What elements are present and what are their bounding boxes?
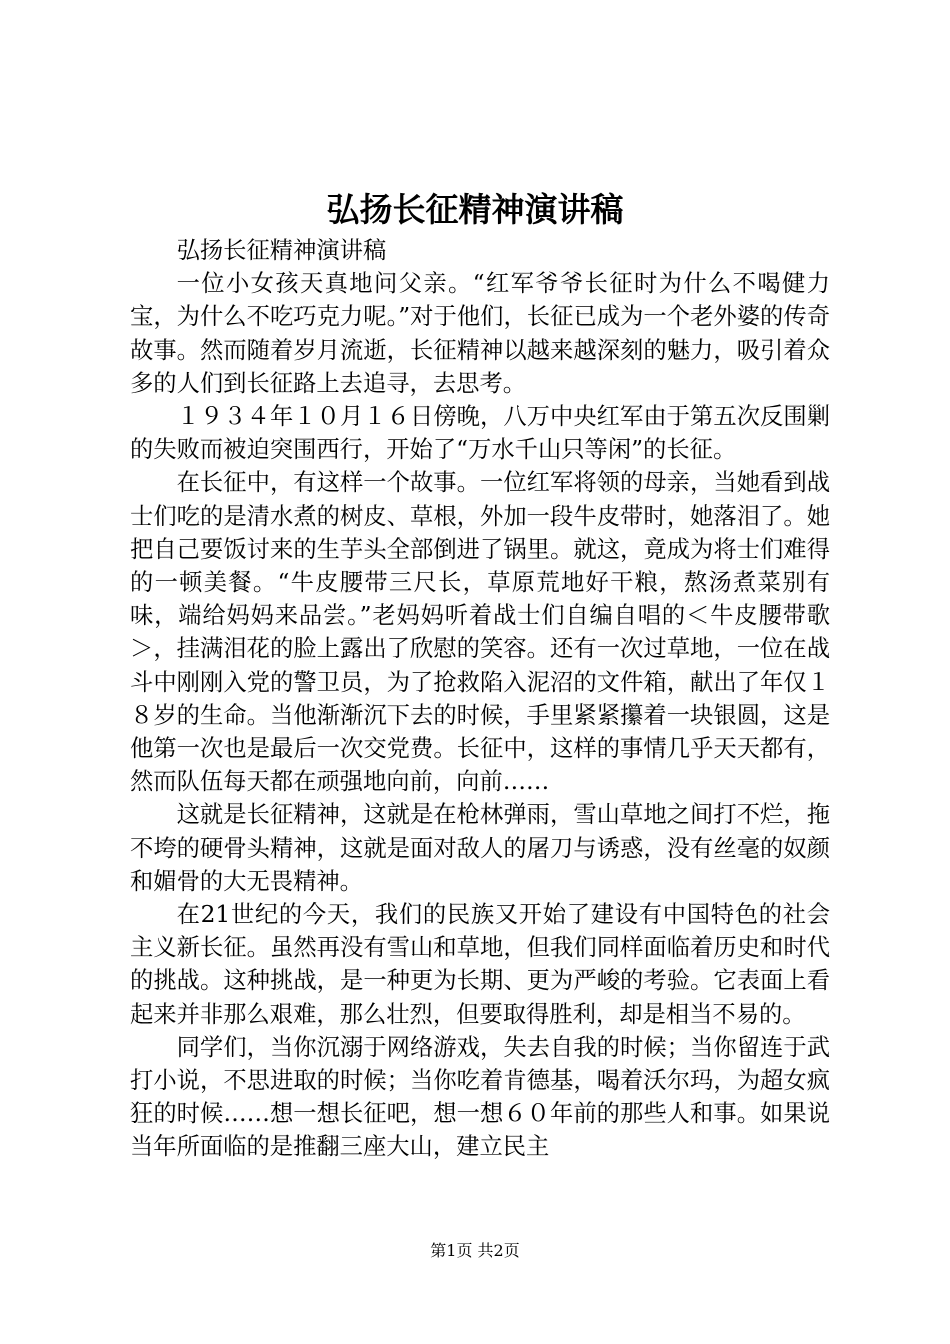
paragraph: 这就是长征精神，这就是在枪林弹雨，雪山草地之间打不烂，拖不垮的硬骨头精神，这就是面对敌人的屠刀与诱惑，没有丝毫的奴颜和媚骨的大无畏精神。 bbox=[130, 801, 830, 895]
paragraph: 一位小女孩天真地问父亲。“红军爷爷长征时为什么不喝健力宝，为什么不吃巧克力呢。”对于他们，长征已成为一个老外婆的传奇故事。然而随着岁月流逝，长征精神以越来越深刻的魅力，吸引着众多的人们到长征路上去追寻，去思考。 bbox=[130, 270, 830, 397]
page-footer: 第1页 共2页 bbox=[430, 1241, 520, 1260]
document-body bbox=[130, 234, 830, 1164]
paragraph-subtitle: 弘扬长征精神演讲稿 bbox=[176, 237, 387, 264]
paragraph: １９３４年１０月１６日傍晚，八万中央红军由于第五次反围剿的失败而被迫突围西行，开始了“万水千山只等闲”的长征。 bbox=[130, 403, 830, 464]
paragraph: 同学们，当你沉溺于网络游戏，失去自我的时候；当你留连于武打小说，不思进取的时候；当你吃着肯德基，喝着沃尔玛，为超女疯狂的时候……想一想长征吧，想一想６０年前的那些人和事。如果说当年所面临的是推翻三座大山，建立民主 bbox=[130, 1033, 830, 1161]
paragraph: 在21世纪的今天，我们的民族又开始了建设有中国特色的社会主义新长征。虽然再没有雪山和草地，但我们同样面临着历史和时代的挑战。这种挑战，是一种更为长期、更为严峻的考验。它表面上看起来并非那么艰难，那么壮烈，但要取得胜利，却是相当不易的。 bbox=[130, 901, 830, 1028]
document-title: 弘扬长征精神演讲稿 bbox=[326, 190, 624, 229]
paragraph: 在长征中，有这样一个故事。一位红军将领的母亲，当她看到战士们吃的是清水煮的树皮、草根，外加一段牛皮带时，她落泪了。她把自己要饭讨来的生芋头全部倒进了锅里。就这，竟成为将士们难得的一顿美餐。“牛皮腰带三尺长，草原荒地好干粮，熬汤煮菜别有味，端给妈妈来品尝。”老妈妈听着战士们自编自唱的＜牛皮腰带歌＞，挂满泪花的脸上露出了欣慰的笑容。还有一次过草地，一位在战斗中刚刚入党的警卫员，为了抢救陷入泥沼的文件箱，献出了年仅１８岁的生命。当他渐渐沉下去的时候，手里紧紧攥着一块银圆，这是他第一次也是最后一次交党费。长征中，这样的事情几乎天天都有，然而队伍每天都在顽强地向前，向前…… bbox=[130, 469, 830, 796]
